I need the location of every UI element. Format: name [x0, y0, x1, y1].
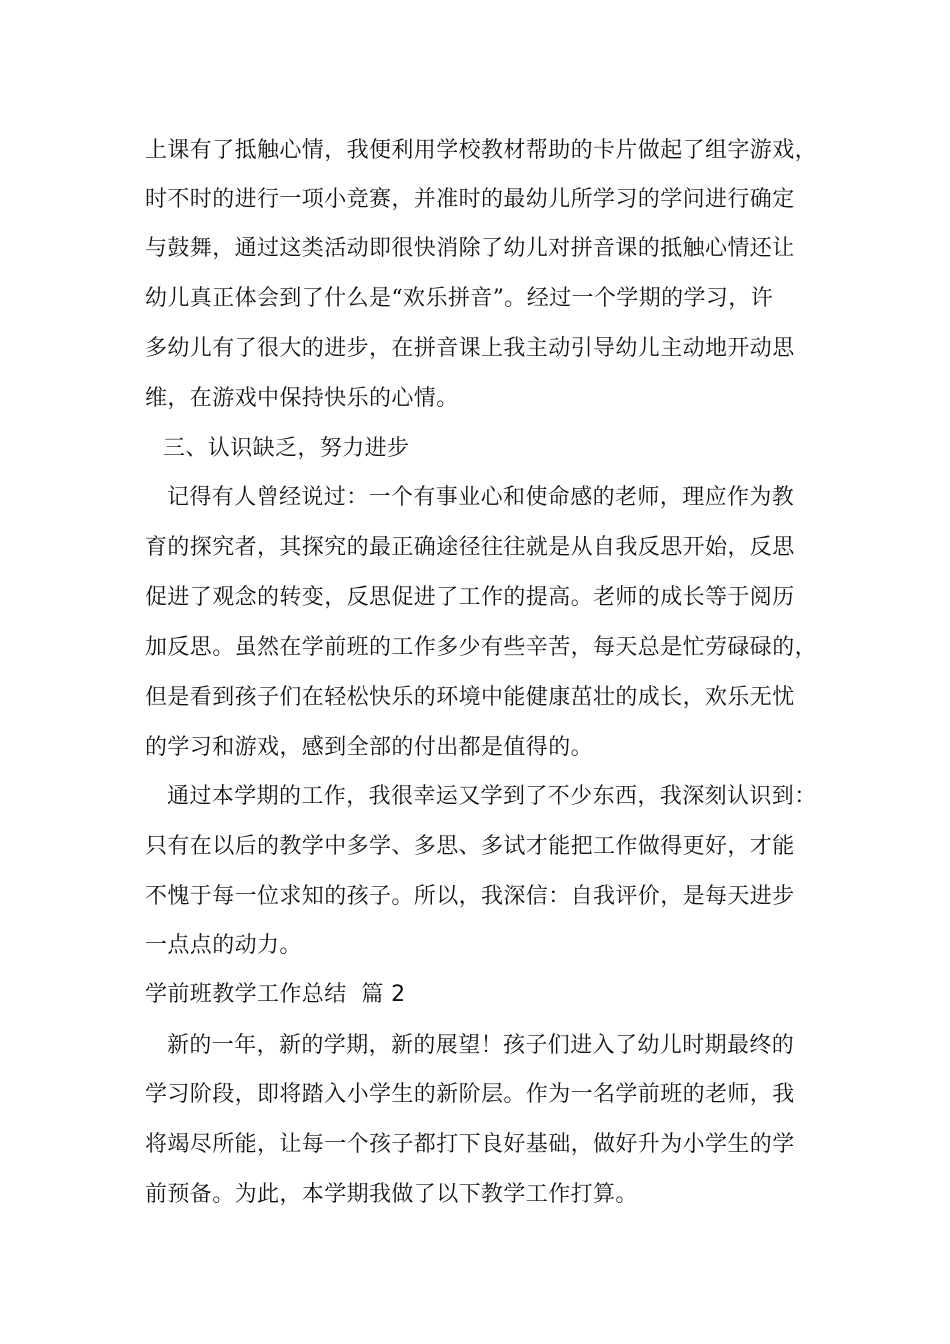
- text-line: 育的探究者，其探究的最正确途径往往就是从自我反思开始，反思: [145, 535, 795, 560]
- text-line: 记得有人曾经说过：一个有事业心和使命感的老师，理应作为教: [167, 485, 795, 510]
- text-line: 通过本学期的工作，我很幸运又学到了不少东西，我深刻认识到：: [167, 784, 817, 809]
- text-line: 只有在以后的教学中多学、多思、多试才能把工作做得更好，才能: [145, 834, 795, 859]
- text-line: 学习阶段，即将踏入小学生的新阶层。作为一名学前班的老师，我: [145, 1082, 795, 1107]
- section-heading: 三、认识缺乏，努力进步: [163, 436, 410, 461]
- text-line: 不愧于每一位求知的孩子。所以，我深信：自我评价，是每天进步: [145, 884, 795, 909]
- text-line: 维，在游戏中保持快乐的心情。: [145, 386, 459, 411]
- text-line: 促进了观念的转变，反思促进了工作的提高。老师的成长等于阅历: [145, 585, 795, 610]
- article-heading: 学前班教学工作总结 篇 2: [145, 982, 406, 1007]
- text-line: 多幼儿有了很大的进步，在拼音课上我主动引导幼儿主动地开动思: [145, 336, 795, 361]
- text-line: 一点点的动力。: [145, 933, 302, 958]
- text-line: 上课有了抵触心情，我便利用学校教材帮助的卡片做起了组字游戏，: [145, 138, 818, 163]
- text-line: 但是看到孩子们在轻松快乐的环境中能健康茁壮的成长，欢乐无忧: [145, 685, 795, 710]
- text-line: 时不时的进行一项小竞赛，并准时的最幼儿所学习的学问进行确定: [145, 187, 795, 212]
- text-line: 新的一年，新的学期，新的展望！孩子们进入了幼儿时期最终的: [167, 1033, 795, 1058]
- text-line: 幼儿真正体会到了什么是“欢乐拼音”。经过一个学期的学习，许: [145, 286, 774, 311]
- text-line: 将竭尽所能，让每一个孩子都打下良好基础，做好升为小学生的学: [145, 1132, 795, 1157]
- text-line: 的学习和游戏，感到全部的付出都是值得的。: [145, 735, 594, 760]
- text-line: 前预备。为此，本学期我做了以下教学工作打算。: [145, 1182, 638, 1207]
- text-line: 加反思。虽然在学前班的工作多少有些辛苦，每天总是忙劳碌碌的，: [145, 635, 818, 660]
- text-line: 与鼓舞，通过这类活动即很快消除了幼儿对拼音课的抵触心情还让: [145, 236, 795, 261]
